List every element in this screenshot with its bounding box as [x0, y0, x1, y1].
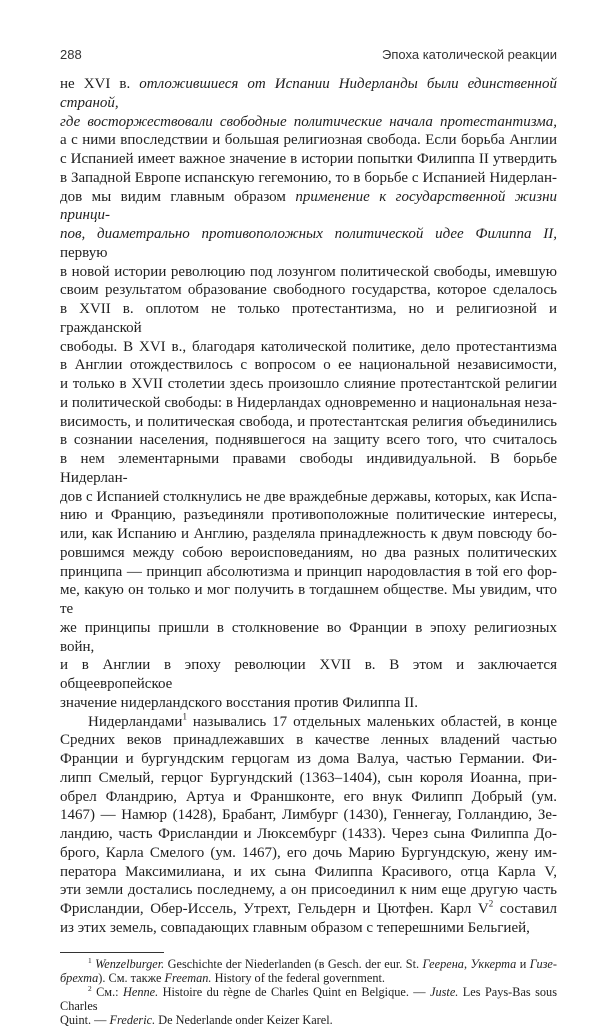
- text-line: [60, 713, 557, 732]
- text-line: [60, 75, 557, 113]
- footnotes: [60, 957, 557, 1027]
- text-run: значение нидерландского восстания против Филиппа II.: [60, 694, 418, 711]
- text-line: [60, 581, 557, 619]
- footnote-line: [60, 957, 557, 971]
- italic-run: применение к государственной жизни принци-: [60, 188, 558, 224]
- text-line: [60, 863, 557, 882]
- italic-run: пов, диаметрально противоположных политической идее Филиппа II,: [60, 226, 557, 242]
- text-line: [60, 450, 557, 488]
- text-line: [60, 544, 557, 563]
- italic-run: брехта: [60, 970, 99, 985]
- text-run: и в Англии в эпоху революции XVII в. В этом и заключается общеевропейское: [60, 657, 557, 692]
- text-run: липп Смелый, герцог Бургундский (1363–1404), сын короля Иоанна, при-: [60, 769, 557, 786]
- text-line: [60, 881, 557, 900]
- text-run: в новой истории революцию под лозунгом политической свободы, имевшую: [60, 263, 557, 280]
- text-line: [60, 169, 557, 188]
- footnote-ref: 1: [88, 955, 92, 965]
- text-run: из этих земель, совпадающих главным образом с теперешними Бельгией,: [60, 919, 530, 936]
- text-line: [60, 488, 557, 507]
- text-run: дов мы видим главным образом: [60, 188, 296, 205]
- text-line: [60, 788, 557, 807]
- text-run: или, как Испанию и Англию, разделяла принадлежность к двум повсюду бо-: [60, 526, 557, 542]
- italic-run: Геерена: [422, 956, 464, 971]
- text-run: и только в XVII столетии здесь произошло слияние протестантской религии: [60, 376, 557, 392]
- text-run: De Nederlande onder Keizer Karel.: [155, 1012, 333, 1027]
- footnote-ref: 2: [488, 898, 494, 909]
- text-line: [60, 431, 557, 450]
- running-title: Эпоха католической реакции: [382, 47, 557, 62]
- text-run: и: [516, 956, 530, 971]
- text-line: [60, 188, 557, 226]
- text-run: назывались 17 отдельных маленьких областей, в конце: [186, 713, 557, 730]
- text-run: Histoire du règne de Charles Quint en Belgique. —: [158, 984, 431, 999]
- text-run: ператора Максимилиана, и их сына Филиппа Красивого, отца Карла V,: [60, 863, 557, 880]
- text-line: [60, 300, 557, 338]
- text-run: 1467) — Намюр (1428), Брабант, Лимбург (1430), Геннегау, Голландию, Зе-: [60, 807, 557, 824]
- text-line: [60, 131, 557, 150]
- text-run: брого, Карла Смелого (ум. 1467), его дочь Марию Бургундскую, жену им-: [60, 844, 557, 861]
- text-line: [60, 413, 557, 432]
- text-run: Quint. —: [60, 1012, 110, 1027]
- italic-run: Juste.: [430, 984, 459, 999]
- text-run: ровшимся между собою вероисповеданиям, но два разных политических: [60, 544, 557, 561]
- text-run: своим результатом образование свободного государства, которое сделалось: [60, 282, 557, 299]
- text-line: [60, 694, 557, 713]
- italic-run: Henne.: [122, 984, 159, 999]
- italic-run: Гизе-: [529, 956, 557, 971]
- text-line: [60, 338, 557, 357]
- text-line: [60, 844, 557, 863]
- text-line: [60, 113, 557, 132]
- text-run: и политической свободы: в Нидерландах одновременно и национальная неза-: [60, 394, 557, 411]
- italic-run: где восторжествовали свободные политические начала протестантизма,: [60, 113, 557, 130]
- text-run: свободы. В XVI в., благодаря католической политике, дело протестантизма: [60, 338, 557, 355]
- text-run: первую: [60, 244, 108, 261]
- text-line: [60, 150, 557, 169]
- footnote-ref: 2: [88, 983, 92, 993]
- footnote-line: [60, 1013, 557, 1027]
- text-run: эти земли достались последнему, а он присоединил к ним еще другую часть: [60, 882, 557, 899]
- text-run: Нидерландами: [88, 713, 183, 730]
- text-line: [60, 263, 557, 282]
- text-run: Geschichte der Niederlanden (в Gesch. der eur. St.: [164, 956, 423, 971]
- text-run: ме, какую он только и мог получить в тогдашнем обществе. Мы увидим, что те: [60, 582, 557, 617]
- text-run: составил: [493, 901, 557, 917]
- text-line: [60, 394, 557, 413]
- text-line: [60, 375, 557, 394]
- text-run: Фрисландии, Обер-Иссель, Утрехт, Гельдерн и Цютфен. Карл V: [60, 901, 489, 917]
- text-run: в сознании населения, поднявшегося на защиту всего того, что считалось: [60, 432, 557, 449]
- text-run: а с ними впоследствии и большая религиозная свобода. Если борьба Англии: [60, 132, 557, 149]
- text-line: [60, 356, 557, 375]
- text-run: в XVII в. оплотом не только протестантизма, но и религиозной и гражданской: [60, 301, 557, 336]
- text-line: [60, 619, 557, 657]
- text-run: См.:: [91, 984, 123, 999]
- text-run: в нем элементарными правами свободы индивидуальной. В борьбе Нидерлан-: [60, 451, 557, 486]
- text-line: [60, 919, 557, 938]
- text-line: [60, 656, 557, 694]
- text-line: [60, 750, 557, 769]
- page-number: 288: [60, 47, 82, 62]
- text-line: [60, 900, 557, 919]
- text-line: [60, 563, 557, 582]
- text-run: висимость, и политическая свобода, и протестантская религия объединились: [60, 413, 557, 430]
- italic-run: Уккерта: [470, 956, 517, 971]
- text-run: Средних веков принадлежавших в качестве ленных владений частью: [60, 732, 557, 749]
- text-line: [60, 825, 557, 844]
- text-run: с Испанией имеет важное значение в истории попытки Филиппа II утвердить: [60, 151, 557, 167]
- text-run: обрел Фландрию, Артуа и Франшконте, его внук Филипп Добрый (ум.: [60, 788, 557, 805]
- footnote-line: [60, 985, 557, 1013]
- text-run: дов с Испанией столкнулись не две враждебные державы, которых, как Испа-: [60, 488, 557, 505]
- text-run: нию и Францию, разъединяли противоположные политические интересы,: [60, 507, 557, 524]
- text-line: [60, 525, 557, 544]
- text-line: [60, 806, 557, 825]
- footnote-line: [60, 971, 557, 985]
- text-run: History of the federal government.: [211, 970, 385, 985]
- text-run: принципа — принцип абсолютизма и принцип народовластия в той его фор-: [60, 563, 557, 580]
- italic-run: Freeman.: [164, 970, 212, 985]
- text-run: в Западной Европе испанскую гегемонию, то в борьбе с Испанией Нидерлан-: [60, 169, 557, 186]
- text-run: ,: [463, 956, 471, 971]
- text-run: не XVI в.: [60, 76, 140, 92]
- text-line: [60, 731, 557, 750]
- text-line: [60, 506, 557, 525]
- text-run: Франции и бургундским герцогам из дома Валуа, частью Германии. Фи-: [60, 751, 557, 767]
- text-run: же принципы пришли в столкновение во Франции в эпоху религиозных войн,: [60, 619, 557, 655]
- text-line: [60, 281, 557, 300]
- footnote-divider: [60, 952, 164, 953]
- text-run: ). См. также: [98, 970, 165, 985]
- text-run: в Англии отождествилось с вопросом о ее национальной независимости,: [60, 357, 557, 374]
- text-line: [60, 225, 557, 263]
- italic-run: Wenzelburger.: [95, 956, 165, 971]
- text-line: [60, 769, 557, 788]
- page-header: [60, 47, 557, 69]
- text-run: Les Pays-Bas sous Charles: [60, 984, 557, 1013]
- italic-run: Frederic.: [109, 1012, 156, 1027]
- italic-run: отложившиеся от Испании Нидерланды были единственной страной,: [60, 76, 557, 111]
- body-text: [60, 75, 557, 938]
- text-run: ландию, часть Фрисландии и Люксембург (1433). Через сына Филиппа До-: [60, 826, 557, 842]
- footnote-ref: 1: [182, 711, 187, 722]
